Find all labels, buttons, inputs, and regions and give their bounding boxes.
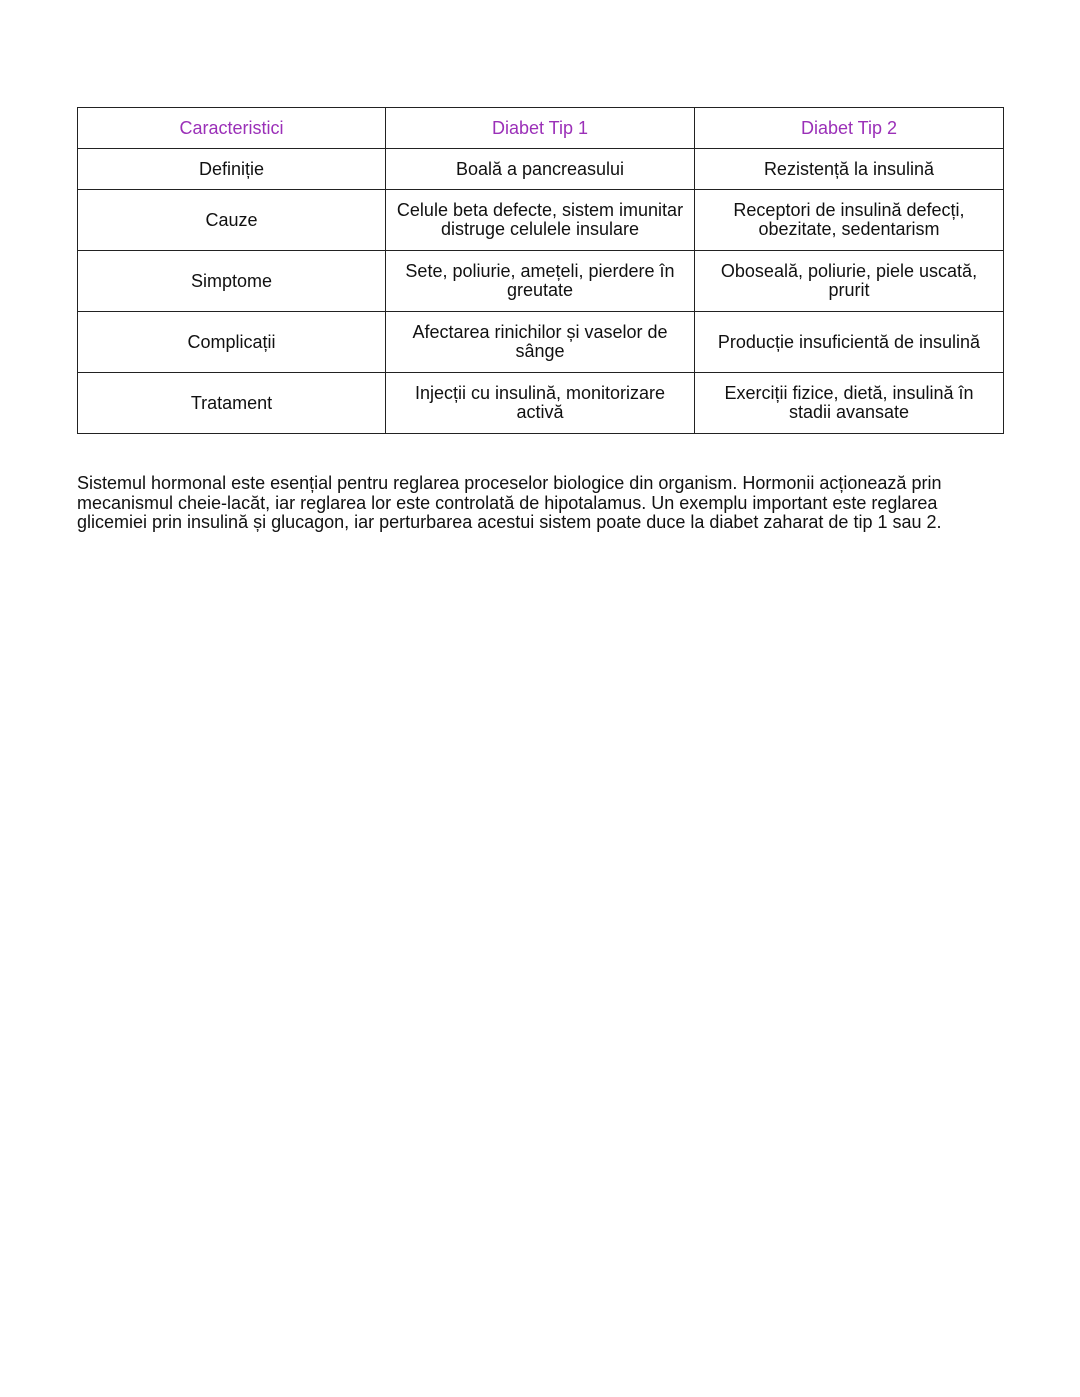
type1-cell: Afectarea rinichilor și vaselor de sânge — [386, 312, 695, 373]
table-row — [78, 373, 1004, 434]
row-label: Complicații — [78, 312, 386, 373]
table-row — [78, 312, 1004, 373]
type2-cell: Exerciții fizice, dietă, insulină în stadii avansate — [695, 373, 1004, 434]
type1-cell: Sete, poliurie, amețeli, pierdere în greutate — [386, 251, 695, 312]
type2-cell: Receptori de insulină defecți, obezitate, sedentarism — [695, 190, 1004, 251]
type1-cell: Injecții cu insulină, monitorizare activă — [386, 373, 695, 434]
type1-cell: Celule beta defecte, sistem imunitar distruge celulele insulare — [386, 190, 695, 251]
table-row — [78, 149, 1004, 190]
row-label: Definiție — [78, 149, 386, 190]
header-type1: Diabet Tip 1 — [386, 108, 695, 149]
row-label: Simptome — [78, 251, 386, 312]
diabetes-comparison-table — [77, 107, 1004, 434]
summary-paragraph: Sistemul hormonal este esențial pentru reglarea proceselor biologice din organism. Hormonii acționează prin mecanismul cheie-lacăt, iar reglarea lor este controlată de hipotalamus. Un exemplu important este reglarea glicemiei prin insulină și glucagon, iar perturbarea acestui sistem poate duce la diabet zaharat de tip 1 sau 2. — [77, 473, 942, 532]
row-label: Cauze — [78, 190, 386, 251]
type2-cell: Rezistență la insulină — [695, 149, 1004, 190]
table-header-row — [78, 108, 1004, 149]
row-label: Tratament — [78, 373, 386, 434]
type2-cell: Producție insuficientă de insulină — [695, 312, 1004, 373]
header-characteristics: Caracteristici — [78, 108, 386, 149]
type2-cell: Oboseală, poliurie, piele uscată, prurit — [695, 251, 1004, 312]
header-type2: Diabet Tip 2 — [695, 108, 1004, 149]
table-row — [78, 251, 1004, 312]
type1-cell: Boală a pancreasului — [386, 149, 695, 190]
table-row — [78, 190, 1004, 251]
